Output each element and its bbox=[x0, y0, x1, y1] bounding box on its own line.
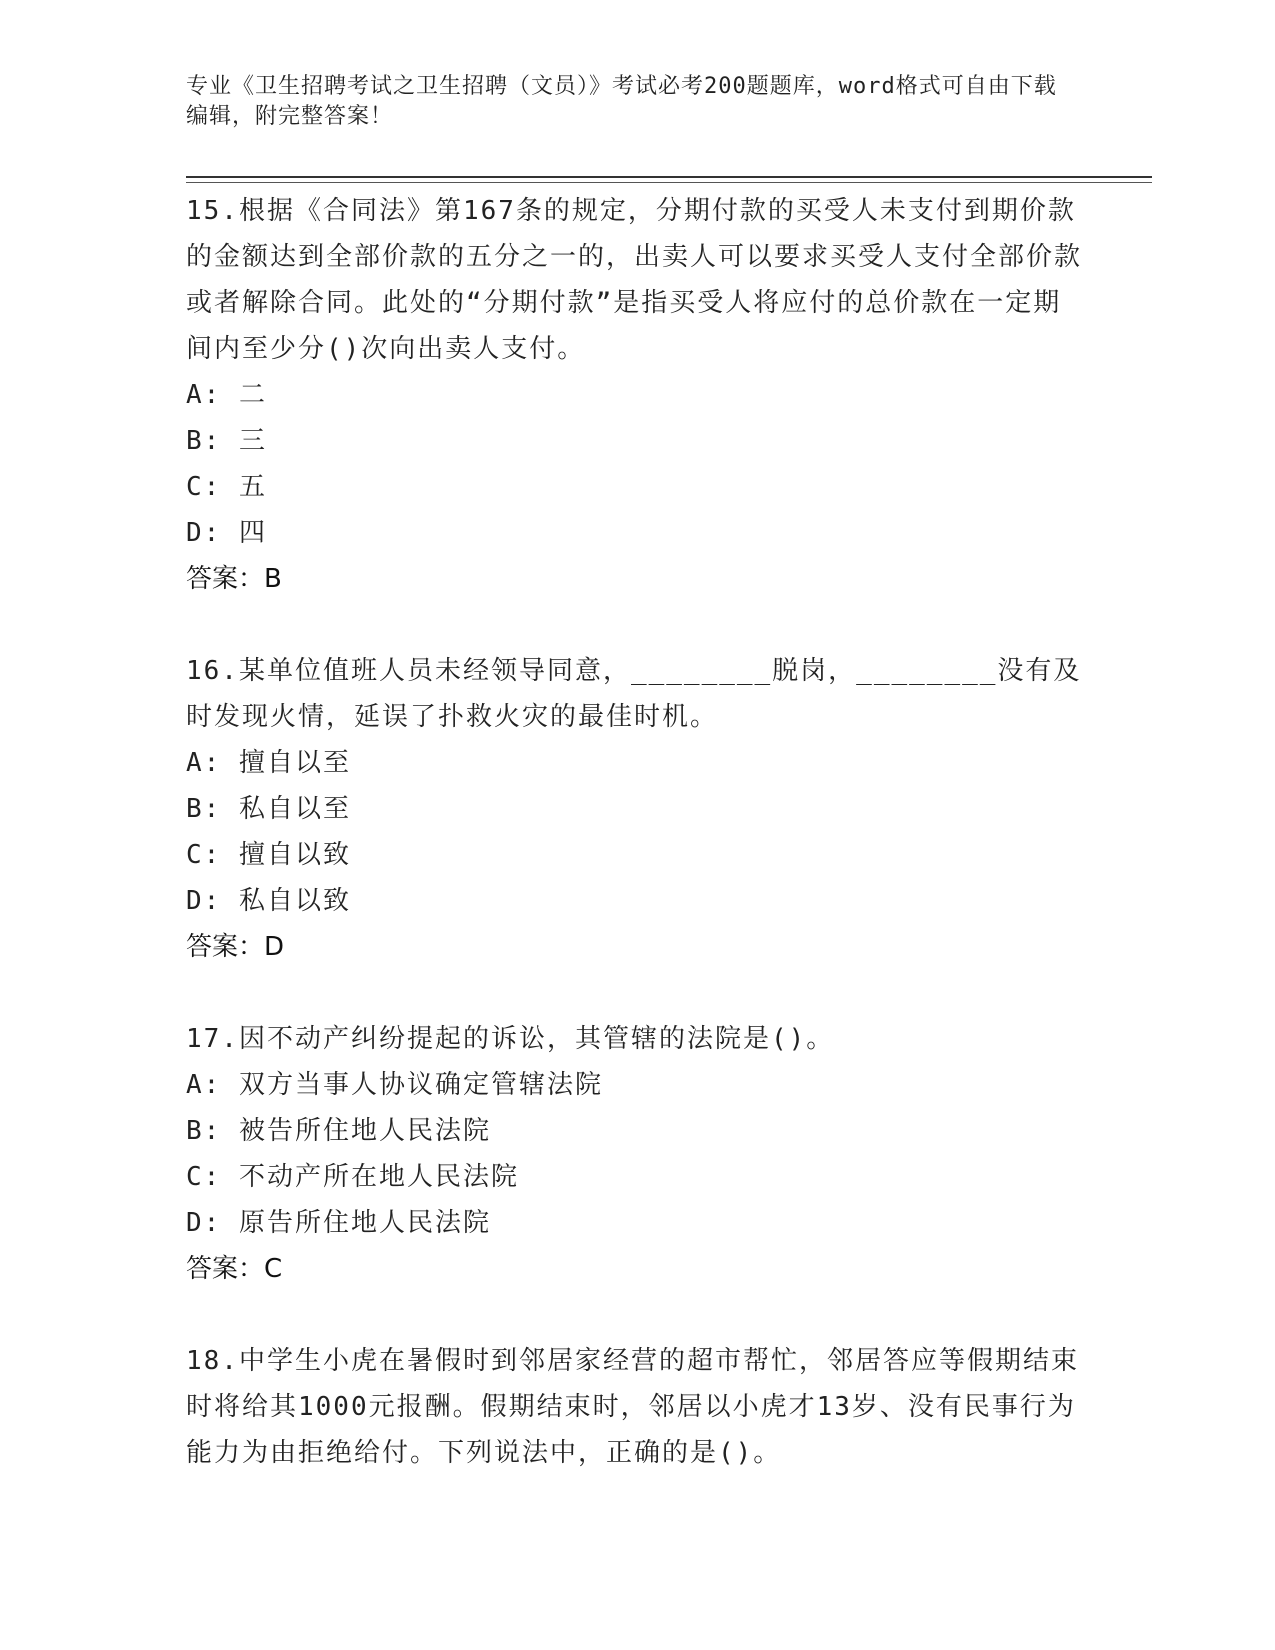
option-d: D: 私自以致 bbox=[186, 886, 351, 916]
option-b: B: 私自以至 bbox=[186, 794, 351, 824]
question-stem: 17.因不动产纠纷提起的诉讼，其管辖的法院是()。 bbox=[186, 1024, 835, 1054]
option-d: D: 四 bbox=[186, 518, 267, 548]
header-divider-thin bbox=[186, 182, 1152, 183]
option-c: C: 五 bbox=[186, 472, 267, 502]
question-list bbox=[186, 188, 1086, 1476]
question-stem: 15.根据《合同法》第167条的规定，分期付款的买受人未支付到期价款的金额达到全部价款的五分之一的，出卖人可以要求买受人支付全部价款或者解除合同。此处的“分期付款”是指买受人将应付的总价款在一定期间内至少分()次向出卖人支付。 bbox=[186, 196, 1083, 364]
question-18 bbox=[186, 1338, 1086, 1476]
header-divider-thick bbox=[186, 176, 1152, 178]
question-17 bbox=[186, 1016, 1086, 1292]
question-stem: 18.中学生小虎在暑假时到邻居家经营的超市帮忙，邻居答应等假期结束时将给其1000元报酬。假期结束时，邻居以小虎才13岁、没有民事行为能力为由拒绝给付。下列说法中，正确的是()。 bbox=[186, 1346, 1079, 1468]
answer-line: 答案：D bbox=[186, 932, 285, 962]
option-a: A: 二 bbox=[186, 380, 267, 410]
question-15 bbox=[186, 188, 1086, 602]
option-d: D: 原告所住地人民法院 bbox=[186, 1208, 491, 1238]
option-c: C: 不动产所在地人民法院 bbox=[186, 1162, 519, 1192]
option-a: A: 擅自以至 bbox=[186, 748, 351, 778]
question-16 bbox=[186, 648, 1086, 970]
option-c: C: 擅自以致 bbox=[186, 840, 351, 870]
question-stem: 16.某单位值班人员未经领导同意，________脱岗，________没有及时发现火情，延误了扑救火灾的最佳时机。 bbox=[186, 656, 1082, 732]
answer-line: 答案：C bbox=[186, 1254, 283, 1284]
document-header: 专业《卫生招聘考试之卫生招聘（文员）》考试必考200题题库，word格式可自由下载编辑，附完整答案！ bbox=[186, 74, 1057, 129]
option-a: A: 双方当事人协议确定管辖法院 bbox=[186, 1070, 603, 1100]
option-b: B: 三 bbox=[186, 426, 267, 456]
option-b: B: 被告所住地人民法院 bbox=[186, 1116, 491, 1146]
answer-line: 答案：B bbox=[186, 564, 282, 594]
